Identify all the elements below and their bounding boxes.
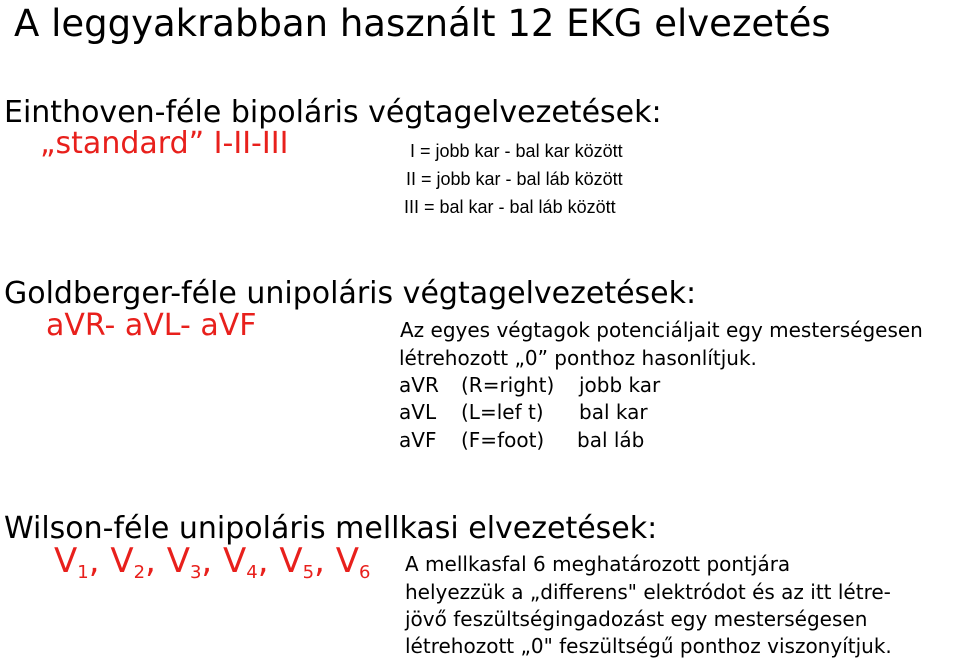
goldberger-row-avl: [399, 400, 648, 424]
lead-name: aVF: [399, 428, 437, 452]
einthoven-line-1: I = jobb kar - bal kar között: [410, 141, 623, 161]
lead-v5: $V_5$: [279, 541, 315, 583]
lead-definition: (R=right): [461, 373, 555, 397]
lead-v1: $V_1$: [54, 541, 89, 583]
wilson-desc-3: jövő feszültségingadozást egy mesterségesen: [405, 607, 868, 631]
wilson-desc-2: helyezzük a „differens" elektródot és az itt létre-: [405, 580, 891, 604]
einthoven-line-3: III = bal kar - bal láb között: [404, 197, 616, 217]
lead-definition: (L=lef t): [461, 400, 544, 424]
lead-name: aVR: [399, 373, 439, 397]
lead-meaning: bal kar: [579, 400, 648, 424]
lead-v2: $V_2$: [110, 541, 146, 583]
wilson-heading: Wilson-féle unipoláris mellkasi elvezetések:: [4, 511, 658, 546]
lead-name: aVL: [399, 400, 437, 424]
lead-meaning: jobb kar: [579, 373, 661, 397]
einthoven-line-2: II = jobb kar - bal láb között: [406, 169, 623, 189]
goldberger-heading: Goldberger-féle unipoláris végtagelvezetések:: [4, 276, 697, 311]
lead-v6: $V_6$: [335, 541, 371, 583]
einthoven-leads: „standard” I-II-III: [40, 126, 289, 161]
page-title: A leggyakrabban használt 12 EKG elvezetés: [14, 2, 831, 45]
lead-v3: $V_3$: [166, 541, 202, 583]
lead-meaning: bal láb: [577, 428, 645, 452]
goldberger-desc-2: létrehozott „0” ponthoz hasonlítjuk.: [399, 346, 757, 370]
goldberger-row-avf: [399, 428, 644, 452]
wilson-desc-1: A mellkasfal 6 meghatározott pontjára: [405, 552, 791, 576]
einthoven-heading: Einthoven-féle bipoláris végtagelvezetések:: [4, 95, 662, 130]
goldberger-leads: aVR- aVL- aVF: [46, 308, 257, 343]
wilson-leads: $V_1$, $V_2$, $V_3$, $V_4$, $V_5$, $V_6$: [54, 541, 371, 583]
goldberger-desc-1: Az egyes végtagok potenciáljait egy mesterségesen: [400, 318, 923, 342]
goldberger-row-avr: [399, 373, 660, 397]
wilson-desc-4: létrehozott „0" feszültségű ponthoz viszonyítjuk.: [405, 634, 892, 658]
lead-definition: (F=foot): [461, 428, 545, 452]
lead-v4: $V_4$: [223, 541, 258, 583]
